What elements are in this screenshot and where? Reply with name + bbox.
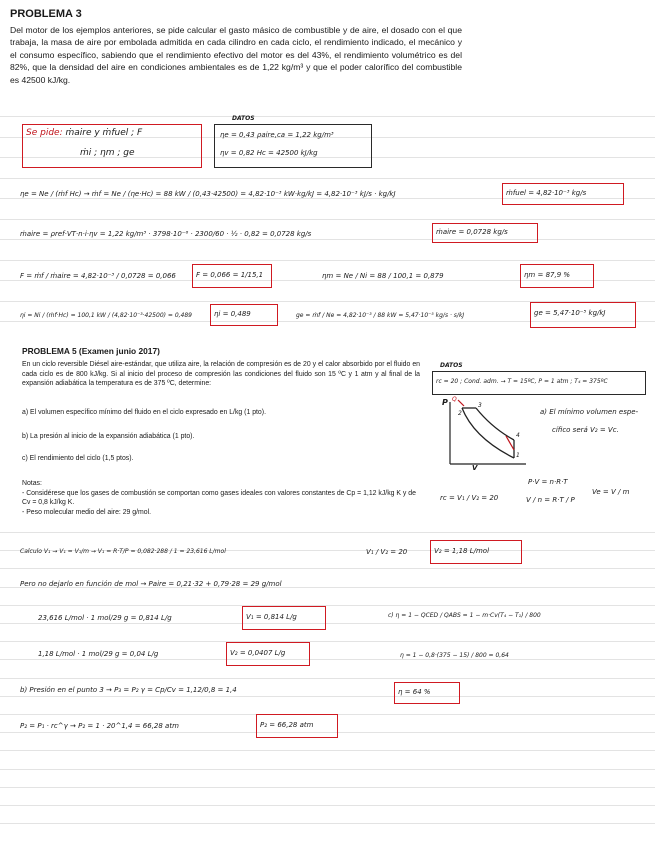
diagram-v-label: V (472, 464, 478, 472)
datos3-label: DATOS (232, 115, 255, 122)
question-a: a) El volumen específico mínimo del fluido en el ciclo expresado en L/kg (1 pto). (22, 409, 266, 416)
v1-ratio: V₁ / V₂ = 20 (366, 548, 408, 556)
eta-c: c) η = 1 − QCED / QABS = 1 − m·Cv(T₄ − T₁) / 800 (388, 612, 541, 619)
datos3-line1: ηe = 0,43 ρaire,ca = 1,22 kg/m³ (220, 131, 334, 139)
conv-1: 23,616 L/mol · 1 mol/29 g = 0,814 L/g (38, 614, 172, 622)
ruled-line (0, 696, 655, 697)
ruled-line (0, 239, 655, 240)
ans-ni: ηi = 0,489 (214, 310, 251, 318)
eq-ni: ηi = Ni / (ṁf·Hc) = 100,1 kW / (4,82·10⁻³·42500) = 0,489 (20, 312, 192, 319)
eq-ge: ge = ṁf / Ne = 4,82·10⁻³ / 88 kW = 5,47·10⁻⁵ kg/s · s/kJ (296, 312, 465, 319)
v-over-n: V / n = R·T / P (526, 496, 575, 504)
ruled-line (0, 823, 655, 824)
calc-v1: Calculo V₁ → V₁ = V₁/m → V₁ = R·T/P = 0,082·288 / 1 = 23,616 L/mol (20, 548, 226, 555)
conv-2: 1,18 L/mol · 1 mol/29 g = 0,04 L/g (38, 650, 159, 658)
eq-air: ṁaire = ρref·VT·n·i·ηv = 1,22 kg/m³ · 3798·10⁻⁶ · 2300/60 · ½ · 0,82 = 0,0728 kg/s (20, 230, 312, 238)
ruled-line (0, 805, 655, 806)
ans-v1: V₁ = 0,814 L/g (246, 613, 297, 621)
problem5-statement: En un ciclo reversible Diésel aire-estándar, que utiliza aire, la relación de compresión es de 20 y el calor absorbido por el fluido en cada ciclo es de 800 kJ/kg. Si al inicio del proceso de compresión las condiciones del fluido son 15 ºC y 1 atm y al final de la expansión adiabática la temperatura es de 375 ºC, determine: (22, 361, 420, 388)
ve-def: Ve = V / m (592, 488, 630, 496)
datos3-line2: ηv = 0,82 Hc = 42500 kJ/kg (220, 149, 318, 157)
ruled-line (0, 678, 655, 679)
ans-air: ṁaire = 0,0728 kg/s (436, 228, 508, 236)
ans-eta: η = 64 % (398, 688, 431, 696)
diagram-q-label: Q (452, 396, 457, 403)
ruled-line (0, 659, 655, 660)
ruled-line (0, 623, 655, 624)
problem3-statement: Del motor de los ejemplos anteriores, se pide calcular el gasto másico de combustible y de aire, el dosado con el que trabaja, la masa de aire por embolada admitida en cada cilindro en cada ciclo, el rendimiento indicado, el mecánico y el consumo específico, sabiendo que el rendimiento efectivo del motor es del 43%, el rendimiento volumétrico es del 82%, que la densidad del aire en condiciones ambientales es de 1,22 kg/m³ y que el poder calorífico del combustible es 42500 kJ/kg. (10, 25, 462, 85)
eq-F: F = ṁf / ṁaire = 4,82·10⁻³ / 0,0728 = 0,066 (20, 272, 176, 280)
question-c: c) El rendimiento del ciclo (1,5 ptos). (22, 455, 134, 462)
ans-v2: V₂ = 0,0407 L/g (230, 649, 286, 657)
mol-note: Pero no dejarlo en función de mol → Paire = 0,21·32 + 0,79·28 = 29 g/mol (20, 580, 282, 588)
ruled-line (0, 568, 655, 569)
problem3-title: PROBLEMA 3 (10, 8, 82, 20)
notes-label: Notas: (22, 480, 42, 487)
note-2: - Peso molecular medio del aire: 29 g/mol. (22, 508, 152, 516)
note-a-line1: a) El mínimo volumen espe- (540, 408, 639, 416)
diagram-pt2: 1 (516, 452, 520, 459)
ruled-line (0, 532, 655, 533)
note-a-line2: cífico será V₂ = Vc. (552, 426, 619, 434)
ruled-line (0, 219, 655, 220)
ans-fuel: ṁfuel = 4,82·10⁻³ kg/s (506, 189, 587, 197)
rc-def: rc = V₁ / V₂ = 20 (440, 494, 499, 502)
ans-v2mol: V₂ = 1,18 L/mol (434, 547, 490, 555)
eq-fuel: ηe = Ne / (ṁf Hc) → ṁf = Ne / (ηe·Hc) = 88 kW / (0,43·42500) = 4,82·10⁻³ kW·kg/kJ = 4,82·10⁻³ kJ/s · kg/kJ (20, 190, 396, 198)
ruled-line (0, 178, 655, 179)
question-b: b) La presión al inicio de la expansión adiabática (1 pto). (22, 433, 195, 440)
diagram-pt1: 2 (458, 410, 462, 417)
se-pide-line2: ṁi ; ηm ; ge (80, 148, 135, 158)
note-1: - Considérese que los gases de combustión se comportan como gases ideales con valores constantes de Cp = 1,12 kJ/kg K y de Cv = 0,8 kJ/kg K. (22, 489, 416, 507)
ruled-line (0, 641, 655, 642)
ruled-line (0, 605, 655, 606)
p2-line: P₂ = P₁ · rc^γ → P₂ = 1 · 20^1,4 = 66,28 atm (20, 722, 179, 730)
diagram-pt4: 4 (516, 432, 520, 439)
eta-c2: η = 1 − 0,8·(375 − 15) / 800 = 0,64 (400, 652, 509, 659)
ans-p2: P₂ = 66,28 atm (260, 721, 314, 729)
ruled-line (0, 787, 655, 788)
diagram-p-label: P (442, 398, 448, 407)
diagram-pt3: 3 (478, 402, 482, 409)
ruled-line (0, 260, 655, 261)
pb-line: b) Presión en el punto 3 → P₃ = P₂ γ = Cp/Cv = 1,12/0,8 = 1,4 (20, 686, 237, 694)
ans-nm: ηm = 87,9 % (524, 271, 571, 279)
ruled-line (0, 750, 655, 751)
notes (22, 479, 422, 517)
datos5-line: rc = 20 ; Cond. adm. → T = 15ºC, P = 1 atm ; T₄ = 375ºC (436, 378, 608, 385)
eq-nm: ηm = Ne / Ni = 88 / 100,1 = 0,879 (322, 272, 444, 280)
ruled-line (0, 116, 655, 117)
se-pide-label: Se pide: ṁaire y ṁfuel ; F (26, 128, 143, 138)
ans-ge: ge = 5,47·10⁻⁵ kg/kJ (534, 309, 606, 317)
ans-F: F = 0,066 = 1/15,1 (196, 271, 264, 279)
datos5-label: DATOS (440, 362, 463, 369)
problem5-title: PROBLEMA 5 (Examen junio 2017) (22, 346, 160, 356)
ideal-gas: P·V = n·R·T (528, 478, 568, 486)
ruled-line (0, 769, 655, 770)
